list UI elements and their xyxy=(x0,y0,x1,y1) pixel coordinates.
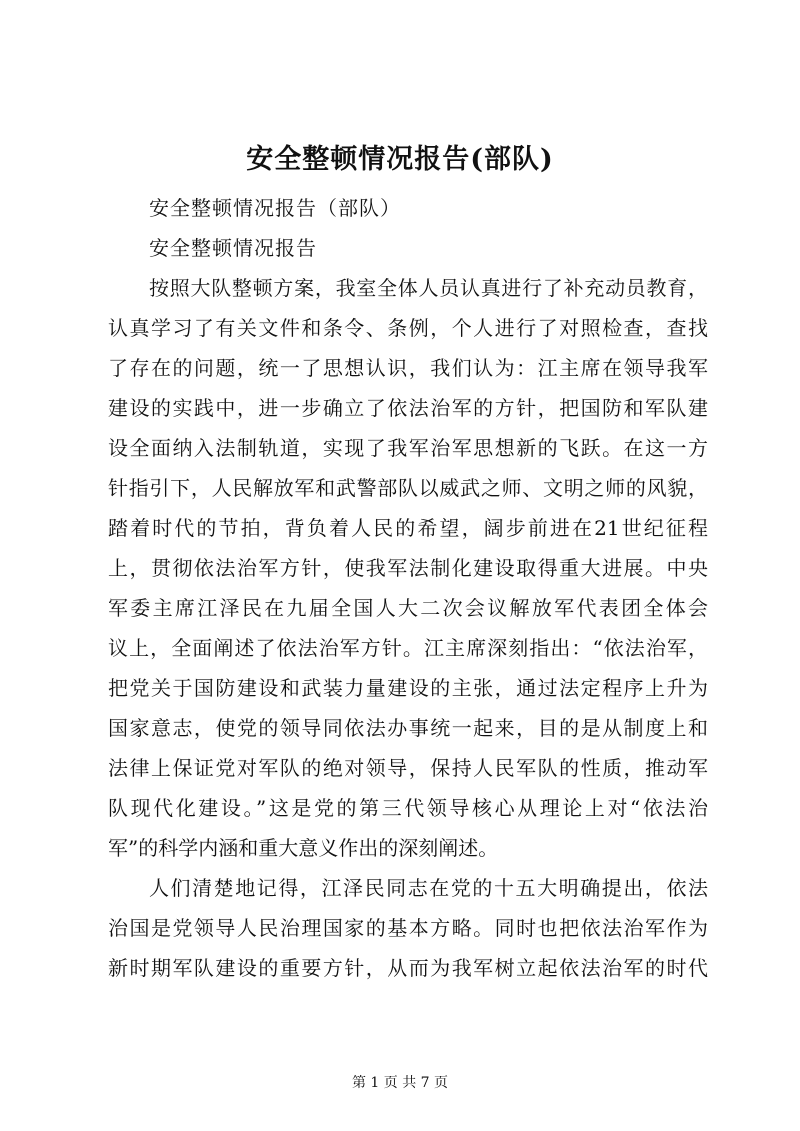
paragraph-1-line-15: 军”的科学内涵和重大意义作出的深刻阐述。 xyxy=(108,836,499,860)
paragraph-1-line-10: 议上，全面阐述了依法治军方针。江主席深刻指出：“依法治军， xyxy=(108,636,708,660)
paragraph-2-line-1: 人们清楚地记得，江泽民同志在党的十五大明确提出，依法 xyxy=(149,876,708,900)
paragraph-1-line-11: 把党关于国防建设和武装力量建设的主张，通过法定程序上升为 xyxy=(108,676,708,700)
paragraph-1-line-7: 踏着时代的节拍，背负着人民的希望，阔步前进在21世纪征程 xyxy=(108,516,708,540)
paragraph-1-line-2: 认真学习了有关文件和条令、条例，个人进行了对照检查，查找 xyxy=(108,316,708,340)
paragraph-2-line-2: 治国是党领导人民治理国家的基本方略。同时也把依法治军作为 xyxy=(108,916,708,940)
page-footer: 第 1 页 共 7 页 xyxy=(351,1075,449,1091)
subheading-2: 安全整顿情况报告 xyxy=(149,236,317,260)
paragraph-1-line-12: 国家意志，使党的领导同依法办事统一起来，目的是从制度上和 xyxy=(108,716,708,740)
paragraph-1-line-1: 按照大队整顿方案，我室全体人员认真进行了补充动员教育， xyxy=(149,276,708,300)
paragraph-1-line-4: 建设的实践中，进一步确立了依法治军的方针，把国防和军队建 xyxy=(108,396,708,420)
paragraph-2-line-3: 新时期军队建设的重要方针，从而为我军树立起依法治军的时代 xyxy=(108,956,708,980)
paragraph-1-line-9: 军委主席江泽民在九届全国人大二次会议解放军代表团全体会 xyxy=(108,596,708,620)
document-title: 安全整顿情况报告(部队) xyxy=(246,144,554,175)
paragraph-1-line-8: 上，贯彻依法治军方针，使我军法制化建设取得重大进展。中央 xyxy=(108,556,708,580)
paragraph-1-line-3: 了存在的问题，统一了思想认识，我们认为：江主席在领导我军 xyxy=(108,356,708,380)
paragraph-1-line-5: 设全面纳入法制轨道，实现了我军治军思想新的飞跃。在这一方 xyxy=(108,436,708,460)
paragraph-1-line-6: 针指引下，人民解放军和武警部队以威武之师、文明之师的风貌， xyxy=(108,476,708,500)
paragraph-1-line-13: 法律上保证党对军队的绝对领导，保持人民军队的性质，推动军 xyxy=(108,756,708,780)
subheading-1: 安全整顿情况报告（部队） xyxy=(149,196,401,220)
paragraph-1-line-14: 队现代化建设。”这是党的第三代领导核心从理论上对“依法治 xyxy=(108,796,708,820)
